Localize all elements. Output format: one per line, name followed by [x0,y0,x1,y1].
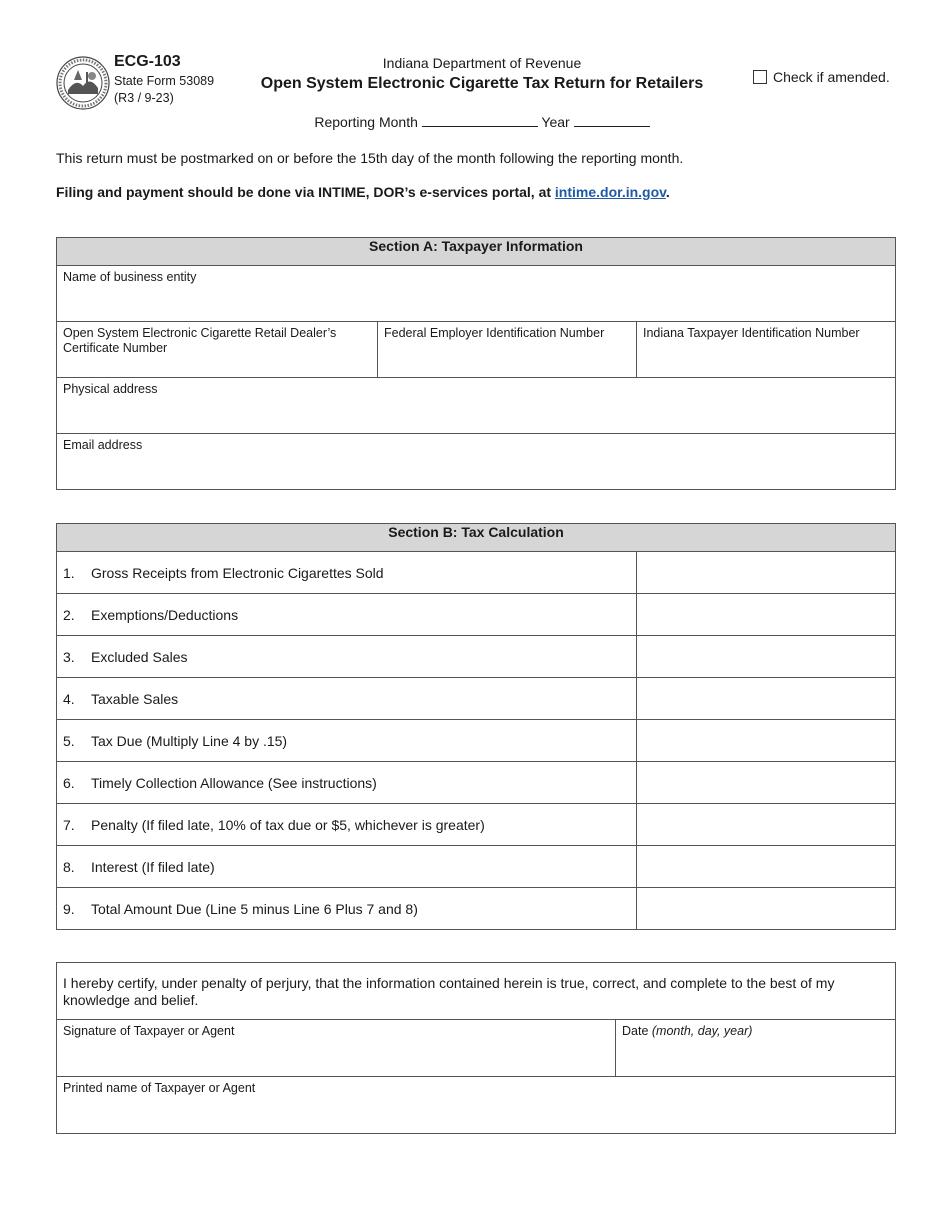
table-row [57,762,896,804]
filing-text: Filing and payment should be done via INTIME, DOR’s e-services portal, at [56,184,552,200]
email-address-field[interactable] [57,434,896,490]
intime-portal-link[interactable]: intime.dor.in.gov [554,184,666,200]
printed-name-field[interactable] [57,1077,896,1134]
year-label: Year [541,114,570,130]
line-2-amount-field[interactable] [637,594,896,636]
line-number: 6. [63,774,75,791]
table-row [57,888,896,930]
line-7-amount-field[interactable] [637,804,896,846]
line-1-amount-field[interactable] [637,552,896,594]
state-seal-icon [56,56,110,110]
line-number: 9. [63,900,75,917]
physical-address-field[interactable] [57,378,896,434]
certificate-number-field[interactable] [57,322,378,378]
line-number: 8. [63,858,75,875]
department-name: Indiana Department of Revenue [382,55,582,71]
state-form-number: State Form 53089 [114,74,215,88]
line-number: 7. [63,816,75,833]
certification-statement: I hereby certify, under penalty of perjury, that the information contained herein is true, correct, and complete to the best of my knowledge and belief. [63,975,835,1008]
date-hint: (month, day, year) [651,1024,753,1038]
line-5-amount-field[interactable] [637,720,896,762]
line-8-amount-field[interactable] [637,846,896,888]
year-field[interactable] [574,114,650,127]
table-row [57,846,896,888]
line-number: 4. [63,690,75,707]
line-label: Total Amount Due (Line 5 minus Line 6 Plus 7 and 8) [91,900,418,917]
line-3-amount-field[interactable] [637,636,896,678]
reporting-month-label: Reporting Month [314,114,418,130]
reporting-month-field[interactable] [422,114,538,127]
email-address-label: Email address [63,438,143,452]
section-b-title: Section B: Tax Calculation [57,524,896,552]
table-row [57,804,896,846]
form-title: Open System Electronic Cigarette Tax Return for Retailers [260,75,704,92]
table-row [57,636,896,678]
table-row [57,720,896,762]
line-number: 5. [63,732,75,749]
amended-checkbox[interactable] [753,70,767,84]
table-row [57,594,896,636]
business-name-label: Name of business entity [63,270,197,284]
printed-name-label: Printed name of Taxpayer or Agent [63,1081,256,1095]
line-9-amount-field[interactable] [637,888,896,930]
line-label: Interest (If filed late) [91,858,215,875]
signature-label: Signature of Taxpayer or Agent [63,1024,235,1038]
date-field[interactable] [616,1020,896,1077]
section-a-table [56,237,896,490]
line-4-amount-field[interactable] [637,678,896,720]
line-label: Excluded Sales [91,648,188,665]
fein-field[interactable] [378,322,637,378]
line-number: 1. [63,564,75,581]
filing-instruction [56,184,670,200]
line-6-amount-field[interactable] [637,762,896,804]
line-label: Penalty (If filed late, 10% of tax due or $5, whichever is greater) [91,816,485,833]
section-b-table [56,523,896,930]
certification-table [56,962,896,1134]
business-name-field[interactable] [57,266,896,322]
line-label: Tax Due (Multiply Line 4 by .15) [91,732,288,749]
form-code: ECG-103 [114,53,181,70]
taxpayer-id-label: Indiana Taxpayer Identification Number [643,326,860,340]
line-label: Timely Collection Allowance (See instructions) [91,774,377,791]
amended-checkbox-group[interactable] [753,69,890,85]
line-number: 3. [63,648,75,665]
postmark-instruction: This return must be postmarked on or before the 15th day of the month following the reporting month. [56,150,684,166]
date-label: Date [622,1024,649,1038]
physical-address-label: Physical address [63,382,158,396]
line-label: Gross Receipts from Electronic Cigarettes Sold [91,564,384,581]
line-number: 2. [63,606,75,623]
certification-statement-cell [57,963,896,1020]
taxpayer-id-field[interactable] [637,322,896,378]
certificate-number-label: Open System Electronic Cigarette Retail Dealer’s Certificate Number [63,326,337,355]
line-label: Exemptions/Deductions [91,606,239,623]
filing-end: . [665,184,670,200]
date-label-group [616,1020,895,1039]
section-a-title: Section A: Taxpayer Information [57,238,896,266]
table-row [57,678,896,720]
fein-label: Federal Employer Identification Number [384,326,605,340]
reporting-period [250,114,714,130]
table-row [57,552,896,594]
signature-field[interactable] [57,1020,616,1077]
form-revision: (R3 / 9-23) [114,91,174,105]
amended-label: Check if amended. [773,69,890,85]
line-label: Taxable Sales [91,690,179,707]
